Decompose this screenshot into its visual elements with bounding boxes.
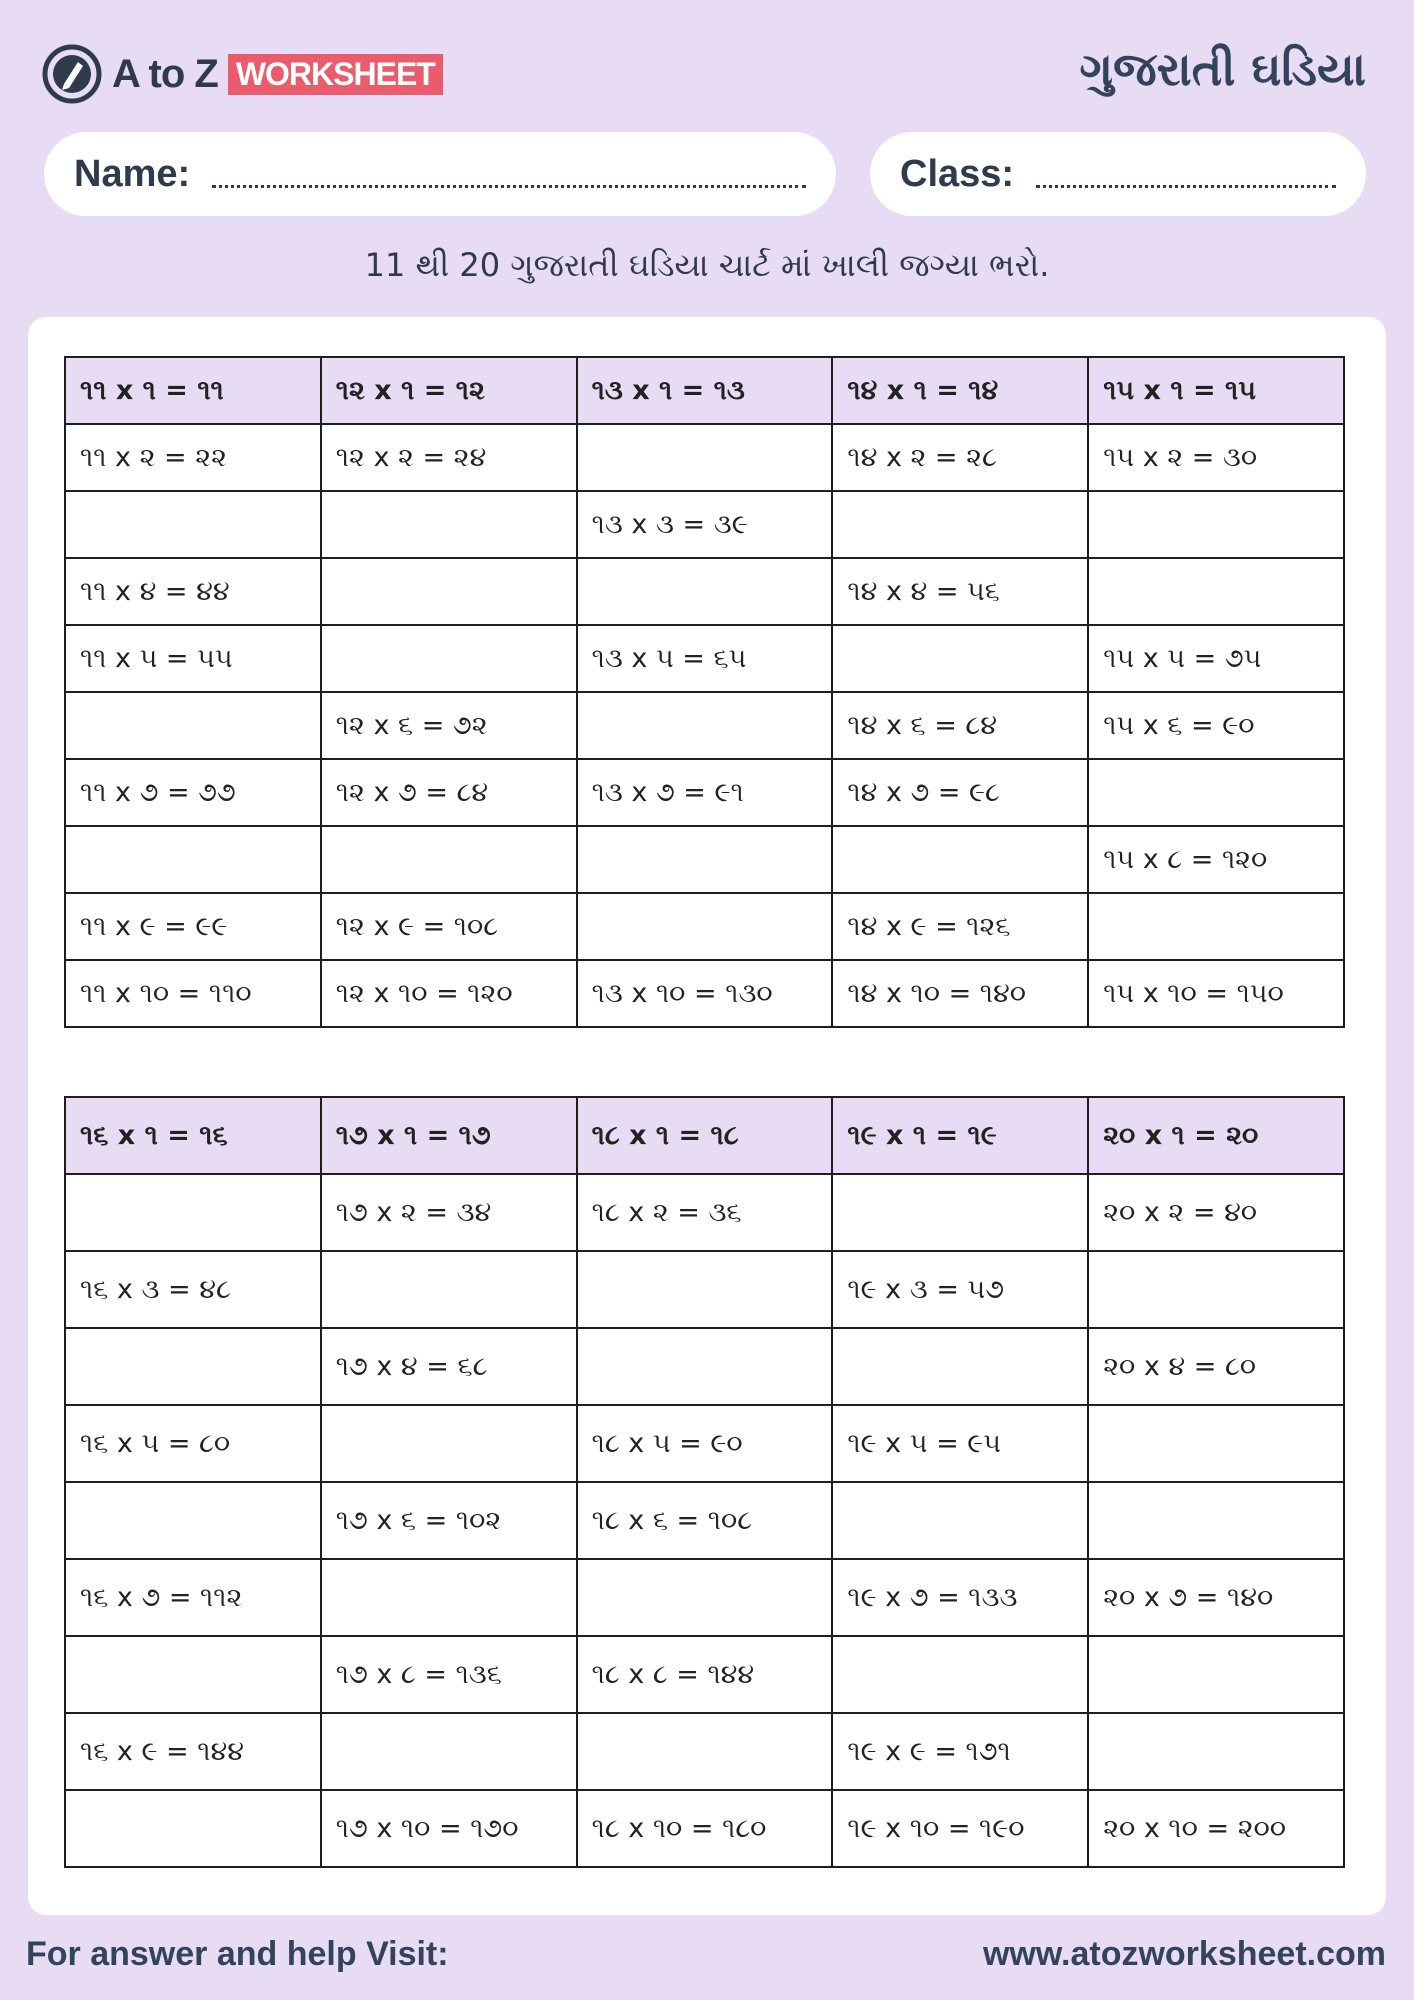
table-cell: ૧૪ x ૪ = ૫૬ <box>832 558 1088 625</box>
table-cell: ૨૦ x ૧૦ = ૨૦૦ <box>1088 1790 1344 1867</box>
blank-answer-cell[interactable] <box>577 558 833 625</box>
blank-answer-cell[interactable] <box>65 1636 321 1713</box>
table-cell: ૧૪ x ૨ = ૨૮ <box>832 424 1088 491</box>
table-cell: ૧૧ x ૪ = ૪૪ <box>65 558 321 625</box>
table-cell: ૧૧ x ૭ = ૭૭ <box>65 759 321 826</box>
blank-answer-cell[interactable] <box>832 491 1088 558</box>
table-row <box>65 1405 1344 1482</box>
blank-answer-cell[interactable] <box>832 1482 1088 1559</box>
blank-answer-cell[interactable] <box>832 1328 1088 1405</box>
table-row <box>65 1251 1344 1328</box>
class-field[interactable] <box>870 132 1366 216</box>
name-field[interactable] <box>44 132 836 216</box>
table-cell: ૧૫ x ૫ = ૭૫ <box>1088 625 1344 692</box>
table-cell: ૨૦ x ૪ = ૮૦ <box>1088 1328 1344 1405</box>
table-row <box>65 1559 1344 1636</box>
blank-answer-cell[interactable] <box>321 1713 577 1790</box>
table-row <box>65 625 1344 692</box>
table-cell: ૧૯ x ૩ = ૫૭ <box>832 1251 1088 1328</box>
blank-answer-cell[interactable] <box>832 625 1088 692</box>
table-cell: ૧૧ x ૯ = ૯૯ <box>65 893 321 960</box>
table-row <box>65 1482 1344 1559</box>
class-blank-line[interactable] <box>1036 161 1336 188</box>
multiplication-table-11-15 <box>64 356 1345 1028</box>
table-cell: ૧૨ x ૭ = ૮૪ <box>321 759 577 826</box>
name-blank-line[interactable] <box>212 161 806 188</box>
header-cell: ૧૫ x ૧ = ૧૫ <box>1088 357 1344 424</box>
header-cell: ૧૬ x ૧ = ૧૬ <box>65 1097 321 1174</box>
table-row <box>65 692 1344 759</box>
header-cell: ૧૮ x ૧ = ૧૮ <box>577 1097 833 1174</box>
table-cell: ૨૦ x ૭ = ૧૪૦ <box>1088 1559 1344 1636</box>
table-cell: ૧૪ x ૬ = ૮૪ <box>832 692 1088 759</box>
blank-answer-cell[interactable] <box>577 1713 833 1790</box>
footer-help-text: For answer and help Visit: <box>26 1935 449 1973</box>
table-cell: ૧૫ x ૨ = ૩૦ <box>1088 424 1344 491</box>
site-logo <box>42 44 443 104</box>
blank-answer-cell[interactable] <box>1088 1251 1344 1328</box>
logo-text: A to Z <box>112 51 218 96</box>
blank-answer-cell[interactable] <box>1088 1636 1344 1713</box>
blank-answer-cell[interactable] <box>577 1328 833 1405</box>
table-cell: ૧૨ x ૯ = ૧૦૮ <box>321 893 577 960</box>
table-cell: ૧૯ x ૭ = ૧૩૩ <box>832 1559 1088 1636</box>
header-cell: ૧૪ x ૧ = ૧૪ <box>832 357 1088 424</box>
blank-answer-cell[interactable] <box>65 1328 321 1405</box>
logo-badge: WORKSHEET <box>228 54 443 95</box>
table-cell: ૧૫ x ૬ = ૯૦ <box>1088 692 1344 759</box>
table-cell: ૧૧ x ૫ = ૫૫ <box>65 625 321 692</box>
table-cell: ૧૭ x ૪ = ૬૮ <box>321 1328 577 1405</box>
table-row <box>65 1713 1344 1790</box>
blank-answer-cell[interactable] <box>321 625 577 692</box>
table-cell: ૧૮ x ૮ = ૧૪૪ <box>577 1636 833 1713</box>
blank-answer-cell[interactable] <box>65 1174 321 1251</box>
table-cell: ૧૬ x ૩ = ૪૮ <box>65 1251 321 1328</box>
table-cell: ૧૨ x ૨ = ૨૪ <box>321 424 577 491</box>
table-row <box>65 491 1344 558</box>
table-cell: ૧૭ x ૨ = ૩૪ <box>321 1174 577 1251</box>
table-row <box>65 1636 1344 1713</box>
name-label: Name: <box>74 152 191 195</box>
table-cell: ૧૯ x ૯ = ૧૭૧ <box>832 1713 1088 1790</box>
blank-answer-cell[interactable] <box>65 1790 321 1867</box>
header-cell: ૨૦ x ૧ = ૨૦ <box>1088 1097 1344 1174</box>
table-cell: ૧૫ x ૮ = ૧૨૦ <box>1088 826 1344 893</box>
table-cell: ૧૪ x ૧૦ = ૧૪૦ <box>832 960 1088 1027</box>
blank-answer-cell[interactable] <box>577 826 833 893</box>
table-cell: ૧૪ x ૭ = ૯૮ <box>832 759 1088 826</box>
table-header-row <box>65 1097 1344 1174</box>
blank-answer-cell[interactable] <box>1088 1482 1344 1559</box>
blank-answer-cell[interactable] <box>65 491 321 558</box>
table-row <box>65 1790 1344 1867</box>
table-cell: ૧૪ x ૯ = ૧૨૬ <box>832 893 1088 960</box>
table-cell: ૧૬ x ૭ = ૧૧૨ <box>65 1559 321 1636</box>
table-row <box>65 759 1344 826</box>
table-cell: ૧૮ x ૧૦ = ૧૮૦ <box>577 1790 833 1867</box>
blank-answer-cell[interactable] <box>832 1636 1088 1713</box>
table-row <box>65 1328 1344 1405</box>
blank-answer-cell[interactable] <box>1088 1713 1344 1790</box>
blank-answer-cell[interactable] <box>577 893 833 960</box>
table-cell: ૧૩ x ૩ = ૩૯ <box>577 491 833 558</box>
blank-answer-cell[interactable] <box>1088 893 1344 960</box>
class-label: Class: <box>900 152 1015 195</box>
blank-answer-cell[interactable] <box>65 1482 321 1559</box>
table-cell: ૨૦ x ૨ = ૪૦ <box>1088 1174 1344 1251</box>
header-cell: ૧૨ x ૧ = ૧૨ <box>321 357 577 424</box>
blank-answer-cell[interactable] <box>1088 759 1344 826</box>
blank-answer-cell[interactable] <box>321 1405 577 1482</box>
table-cell: ૧૭ x ૬ = ૧૦૨ <box>321 1482 577 1559</box>
table-header-row <box>65 357 1344 424</box>
table-cell: ૧૮ x ૫ = ૯૦ <box>577 1405 833 1482</box>
footer-website-link[interactable]: www.atozworksheet.com <box>982 1935 1386 1973</box>
table-cell: ૧૭ x ૮ = ૧૩૬ <box>321 1636 577 1713</box>
blank-answer-cell[interactable] <box>321 826 577 893</box>
header-cell: ૧૭ x ૧ = ૧૭ <box>321 1097 577 1174</box>
page-title: ગુજરાતી ઘડિયા <box>1079 42 1366 96</box>
blank-answer-cell[interactable] <box>321 1559 577 1636</box>
instruction-text: 11 થી 20 ગુજરાતી ઘડિયા ચાર્ટ માં ખાલી જગ્યા ભરો. <box>364 246 1050 284</box>
table-cell: ૧૯ x ૫ = ૯૫ <box>832 1405 1088 1482</box>
header-cell: ૧૯ x ૧ = ૧૯ <box>832 1097 1088 1174</box>
blank-answer-cell[interactable] <box>832 1174 1088 1251</box>
table-cell: ૧૬ x ૫ = ૮૦ <box>65 1405 321 1482</box>
pen-circle-icon <box>42 44 102 104</box>
table-cell: ૧૯ x ૧૦ = ૧૯૦ <box>832 1790 1088 1867</box>
blank-answer-cell[interactable] <box>577 424 833 491</box>
table-row <box>65 826 1344 893</box>
blank-answer-cell[interactable] <box>832 826 1088 893</box>
table-cell: ૧૮ x ૬ = ૧૦૮ <box>577 1482 833 1559</box>
table-row <box>65 893 1344 960</box>
blank-answer-cell[interactable] <box>65 826 321 893</box>
header-cell: ૧૧ x ૧ = ૧૧ <box>65 357 321 424</box>
table-cell: ૧૨ x ૧૦ = ૧૨૦ <box>321 960 577 1027</box>
blank-answer-cell[interactable] <box>321 491 577 558</box>
table-cell: ૧૮ x ૨ = ૩૬ <box>577 1174 833 1251</box>
table-cell: ૧૧ x ૨ = ૨૨ <box>65 424 321 491</box>
multiplication-table-16-20 <box>64 1096 1345 1868</box>
table-row <box>65 558 1344 625</box>
header-cell: ૧૩ x ૧ = ૧૩ <box>577 357 833 424</box>
blank-answer-cell[interactable] <box>321 558 577 625</box>
blank-answer-cell[interactable] <box>577 1559 833 1636</box>
blank-answer-cell[interactable] <box>577 1251 833 1328</box>
blank-answer-cell[interactable] <box>321 1251 577 1328</box>
table-cell: ૧૧ x ૧૦ = ૧૧૦ <box>65 960 321 1027</box>
table-cell: ૧૫ x ૧૦ = ૧૫૦ <box>1088 960 1344 1027</box>
blank-answer-cell[interactable] <box>1088 491 1344 558</box>
table-cell: ૧૨ x ૬ = ૭૨ <box>321 692 577 759</box>
table-cell: ૧૭ x ૧૦ = ૧૭૦ <box>321 1790 577 1867</box>
table-cell: ૧૩ x ૫ = ૬૫ <box>577 625 833 692</box>
blank-answer-cell[interactable] <box>577 692 833 759</box>
blank-answer-cell[interactable] <box>65 692 321 759</box>
table-cell: ૧૩ x ૭ = ૯૧ <box>577 759 833 826</box>
table-cell: ૧૩ x ૧૦ = ૧૩૦ <box>577 960 833 1027</box>
table-cell: ૧૬ x ૯ = ૧૪૪ <box>65 1713 321 1790</box>
blank-answer-cell[interactable] <box>1088 558 1344 625</box>
table-row <box>65 1174 1344 1251</box>
table-row <box>65 960 1344 1027</box>
table-row <box>65 424 1344 491</box>
blank-answer-cell[interactable] <box>1088 1405 1344 1482</box>
